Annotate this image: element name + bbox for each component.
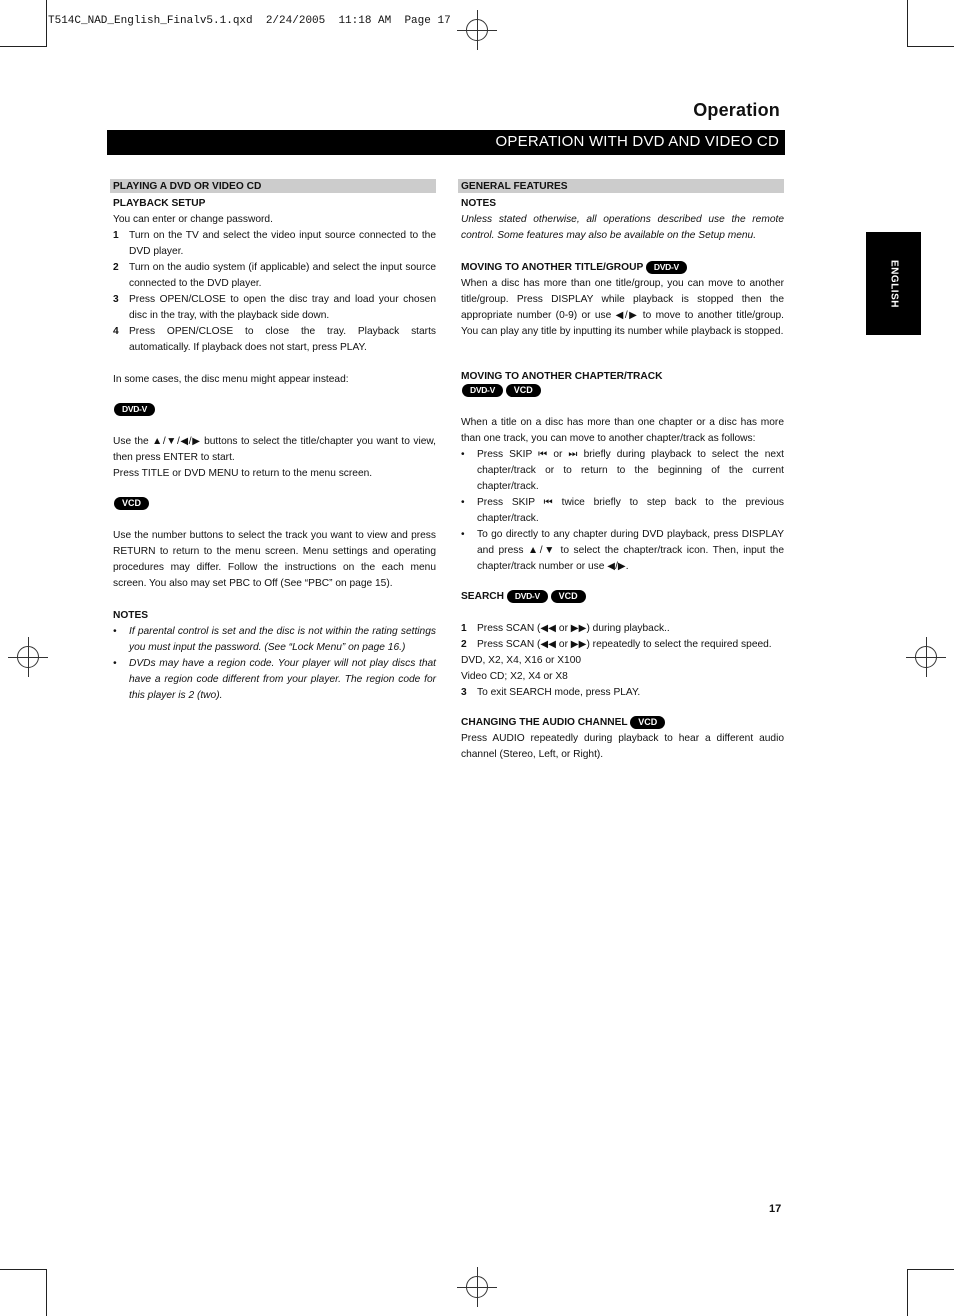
vcd-badge: VCD	[506, 384, 541, 397]
dvd-instructions: Use the ▲/▼/◀/▶ buttons to select the title/chapter you want to view, then press ENTER to start.	[113, 436, 436, 463]
note-item: • DVDs may have a region code. Your player will not play discs that have a region code different from your player. The region code for this player is 2 (two).	[113, 658, 436, 701]
crop-mark	[46, 1269, 47, 1316]
search-speed-vcd: Video CD; X2, X4 or X8	[461, 671, 568, 682]
page-title: OPERATION WITH DVD AND VIDEO CD	[495, 133, 779, 150]
crop-mark	[907, 46, 954, 47]
audio-channel-text: Press AUDIO repeatedly during playback to hear a different audio channel (Stereo, Left, or Right).	[461, 733, 784, 760]
crop-mark	[46, 0, 47, 47]
section-heading: GENERAL FEATURES	[458, 179, 784, 193]
crop-mark	[907, 1269, 954, 1270]
intro-text: You can enter or change password.	[113, 214, 273, 225]
notes-heading: NOTES	[461, 198, 497, 209]
chapter-track-text: When a title on a disc has more than one chapter or a disc has more than one track, you can move to another chapter/track as follows:	[461, 417, 784, 444]
chapter-bullet: • To go directly to any chapter during DVD playback, press DISPLAY and press ▲/▼ to select the chapter/track icon. Then, input the chapter/track number or use ◀/▶.	[461, 529, 784, 572]
search-step: 1 Press SCAN (◀◀ or ▶▶) during playback..	[461, 623, 670, 634]
registration-mark	[466, 1276, 488, 1298]
crop-mark	[907, 0, 908, 47]
dvd-badge: DVD-V	[507, 590, 548, 603]
page-title-bar	[107, 130, 785, 155]
notes-text: Unless stated otherwise, all operations described use the remote control. Some features may also be available on the Setup menu.	[461, 214, 784, 241]
section-heading: PLAYING A DVD OR VIDEO CD	[110, 179, 436, 193]
crop-mark	[907, 1269, 908, 1316]
search-step: 2 Press SCAN (◀◀ or ▶▶) repeatedly to select the required speed.	[461, 639, 772, 650]
audio-channel-heading: CHANGING THE AUDIO CHANNEL VCD	[458, 715, 784, 731]
step-item: 1 Turn on the TV and select the video input source connected to the DVD player.	[113, 230, 436, 257]
vcd-badge: VCD	[551, 590, 586, 603]
crop-mark	[0, 46, 47, 47]
right-column	[458, 179, 784, 763]
crop-mark	[0, 1269, 47, 1270]
registration-mark	[17, 646, 39, 668]
title-group-text: When a disc has more than one title/group, you can move to another title/group. Press DISPLAY while playback is stopped then the appropriate number (0-9) or use ◀/▶ to move to another title/group. You can play any title by inputting its number while playback is stopped.	[461, 278, 784, 337]
chapter-bullet: • Press SKIP ⏮ twice briefly to step back to the previous chapter/track.	[461, 497, 784, 524]
disc-menu-text: In some cases, the disc menu might appear instead:	[113, 374, 349, 385]
chapter-bullet: • Press SKIP ⏮ or ⏭ briefly during playback to select the next chapter/track or to return to the beginning of the current chapter/track.	[461, 449, 784, 492]
subheading: PLAYBACK SETUP	[113, 198, 206, 209]
dvd-badge: DVD-V	[462, 384, 503, 397]
notes-heading: NOTES	[113, 610, 149, 621]
step-item: 4 Press OPEN/CLOSE to close the tray. Playback starts automatically. If playback does not start, press PLAY.	[113, 326, 436, 353]
dvd-badge: DVD-V	[646, 261, 687, 274]
left-column	[110, 179, 436, 704]
language-tab	[866, 232, 921, 335]
registration-mark	[466, 19, 488, 41]
note-item: • If parental control is set and the disc is not within the rating settings you must input the password. (See “Lock Menu” on page 16.)	[113, 626, 436, 653]
registration-mark	[915, 646, 937, 668]
search-heading: SEARCH DVD-V VCD	[458, 589, 784, 605]
vcd-badge: VCD	[114, 497, 149, 510]
file-slug: T514C_NAD_English_Finalv5.1.qxd 2/24/2005 11:18 AM Page 17	[48, 15, 451, 27]
step-item: 2 Turn on the audio system (if applicable) and select the input source connected to the DVD player.	[113, 262, 436, 289]
language-tab-label: ENGLISH	[888, 259, 899, 308]
vcd-badge: VCD	[630, 716, 665, 729]
title-group-heading: MOVING TO ANOTHER TITLE/GROUP DVD-V	[458, 260, 784, 276]
search-step: 3 To exit SEARCH mode, press PLAY.	[461, 687, 641, 698]
section-title: Operation	[693, 100, 780, 120]
vcd-instructions: Use the number buttons to select the track you want to view and press RETURN to return to the menu screen. Menu settings and operating procedures may differ. Follow the instructions on the each menu screen. You also may set PBC to Off (See “PBC” on page 15).	[113, 530, 436, 589]
step-item: 3 Press OPEN/CLOSE to open the disc tray and load your chosen disc in the tray, with the playback side down.	[113, 294, 436, 321]
search-speed-dvd: DVD, X2, X4, X16 or X100	[461, 655, 582, 666]
dvd-return-text: Press TITLE or DVD MENU to return to the menu screen.	[113, 468, 373, 479]
chapter-track-heading: MOVING TO ANOTHER CHAPTER/TRACK	[461, 371, 663, 382]
dvd-badge: DVD-V	[114, 403, 155, 416]
page-number: 17	[769, 1203, 782, 1215]
